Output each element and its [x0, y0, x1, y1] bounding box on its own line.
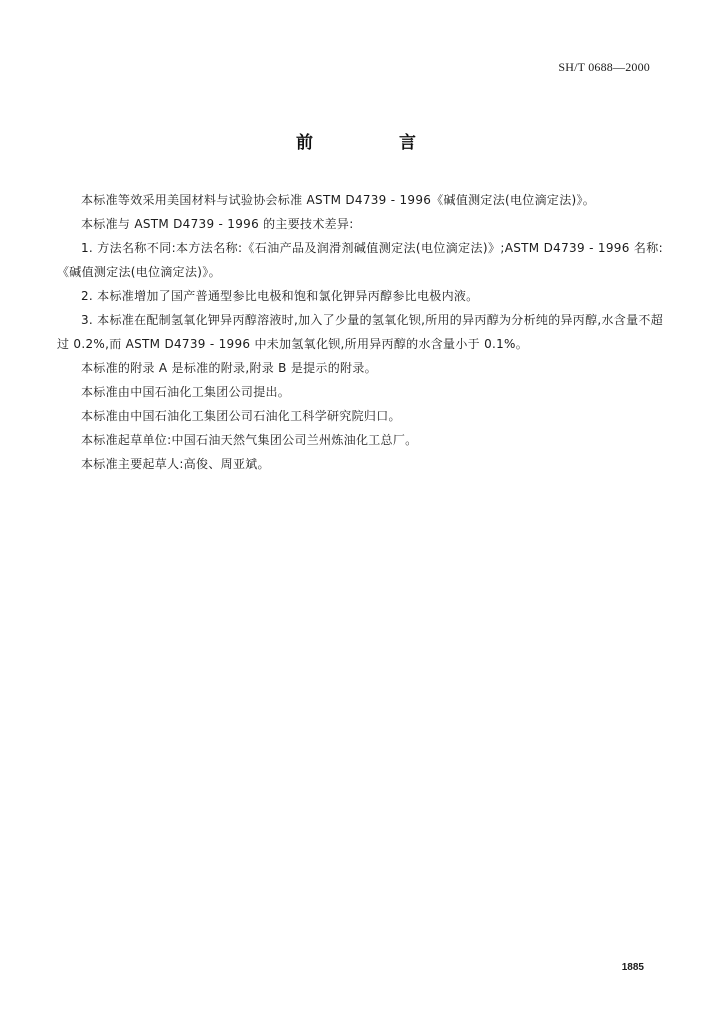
paragraph-adoption: 本标准等效采用美国材料与试验协会标准 ASTM D4739 - 1996《碱值测定法(电位滴定法)》。 [81, 193, 596, 207]
standard-code: SH/T 0688—2000 [558, 60, 650, 74]
paragraph-drafting-unit: 本标准起草单位:中国石油天然气集团公司兰州炼油化工总厂。 [81, 433, 418, 447]
paragraph-differences-intro: 本标准与 ASTM D4739 - 1996 的主要技术差异: [81, 217, 354, 231]
page-title: 前 言 [296, 133, 456, 153]
paragraph-proposed-by: 本标准由中国石油化工集团公司提出。 [81, 385, 291, 399]
paragraph-difference-1: 1. 方法名称不同:本方法名称:《石油产品及润滑剂碱值测定法(电位滴定法)》;ASTM D4739 - 1996 名称:《碱值测定法(电位滴定法)》。 [57, 241, 663, 279]
paragraph-difference-2: 2. 本标准增加了国产普通型参比电极和饱和氯化钾异丙醇参比电极内液。 [81, 289, 479, 303]
foreword-body [57, 188, 663, 476]
paragraph-centralized-by: 本标准由中国石油化工集团公司石油化工科学研究院归口。 [81, 409, 401, 423]
page-number: 1885 [621, 962, 644, 973]
paragraph-drafters: 本标准主要起草人:高俊、周亚斌。 [81, 457, 270, 471]
paragraph-difference-3: 3. 本标准在配制氢氧化钾异丙醇溶液时,加入了少量的氢氧化钡,所用的异丙醇为分析纯的异丙醇,水含量不超过 0.2%,而 ASTM D4739 - 1996 中未加氢氧化钡,所用异丙醇的水含量小于 0.1%。 [57, 313, 664, 351]
paragraph-appendix: 本标准的附录 A 是标准的附录,附录 B 是提示的附录。 [81, 361, 377, 375]
